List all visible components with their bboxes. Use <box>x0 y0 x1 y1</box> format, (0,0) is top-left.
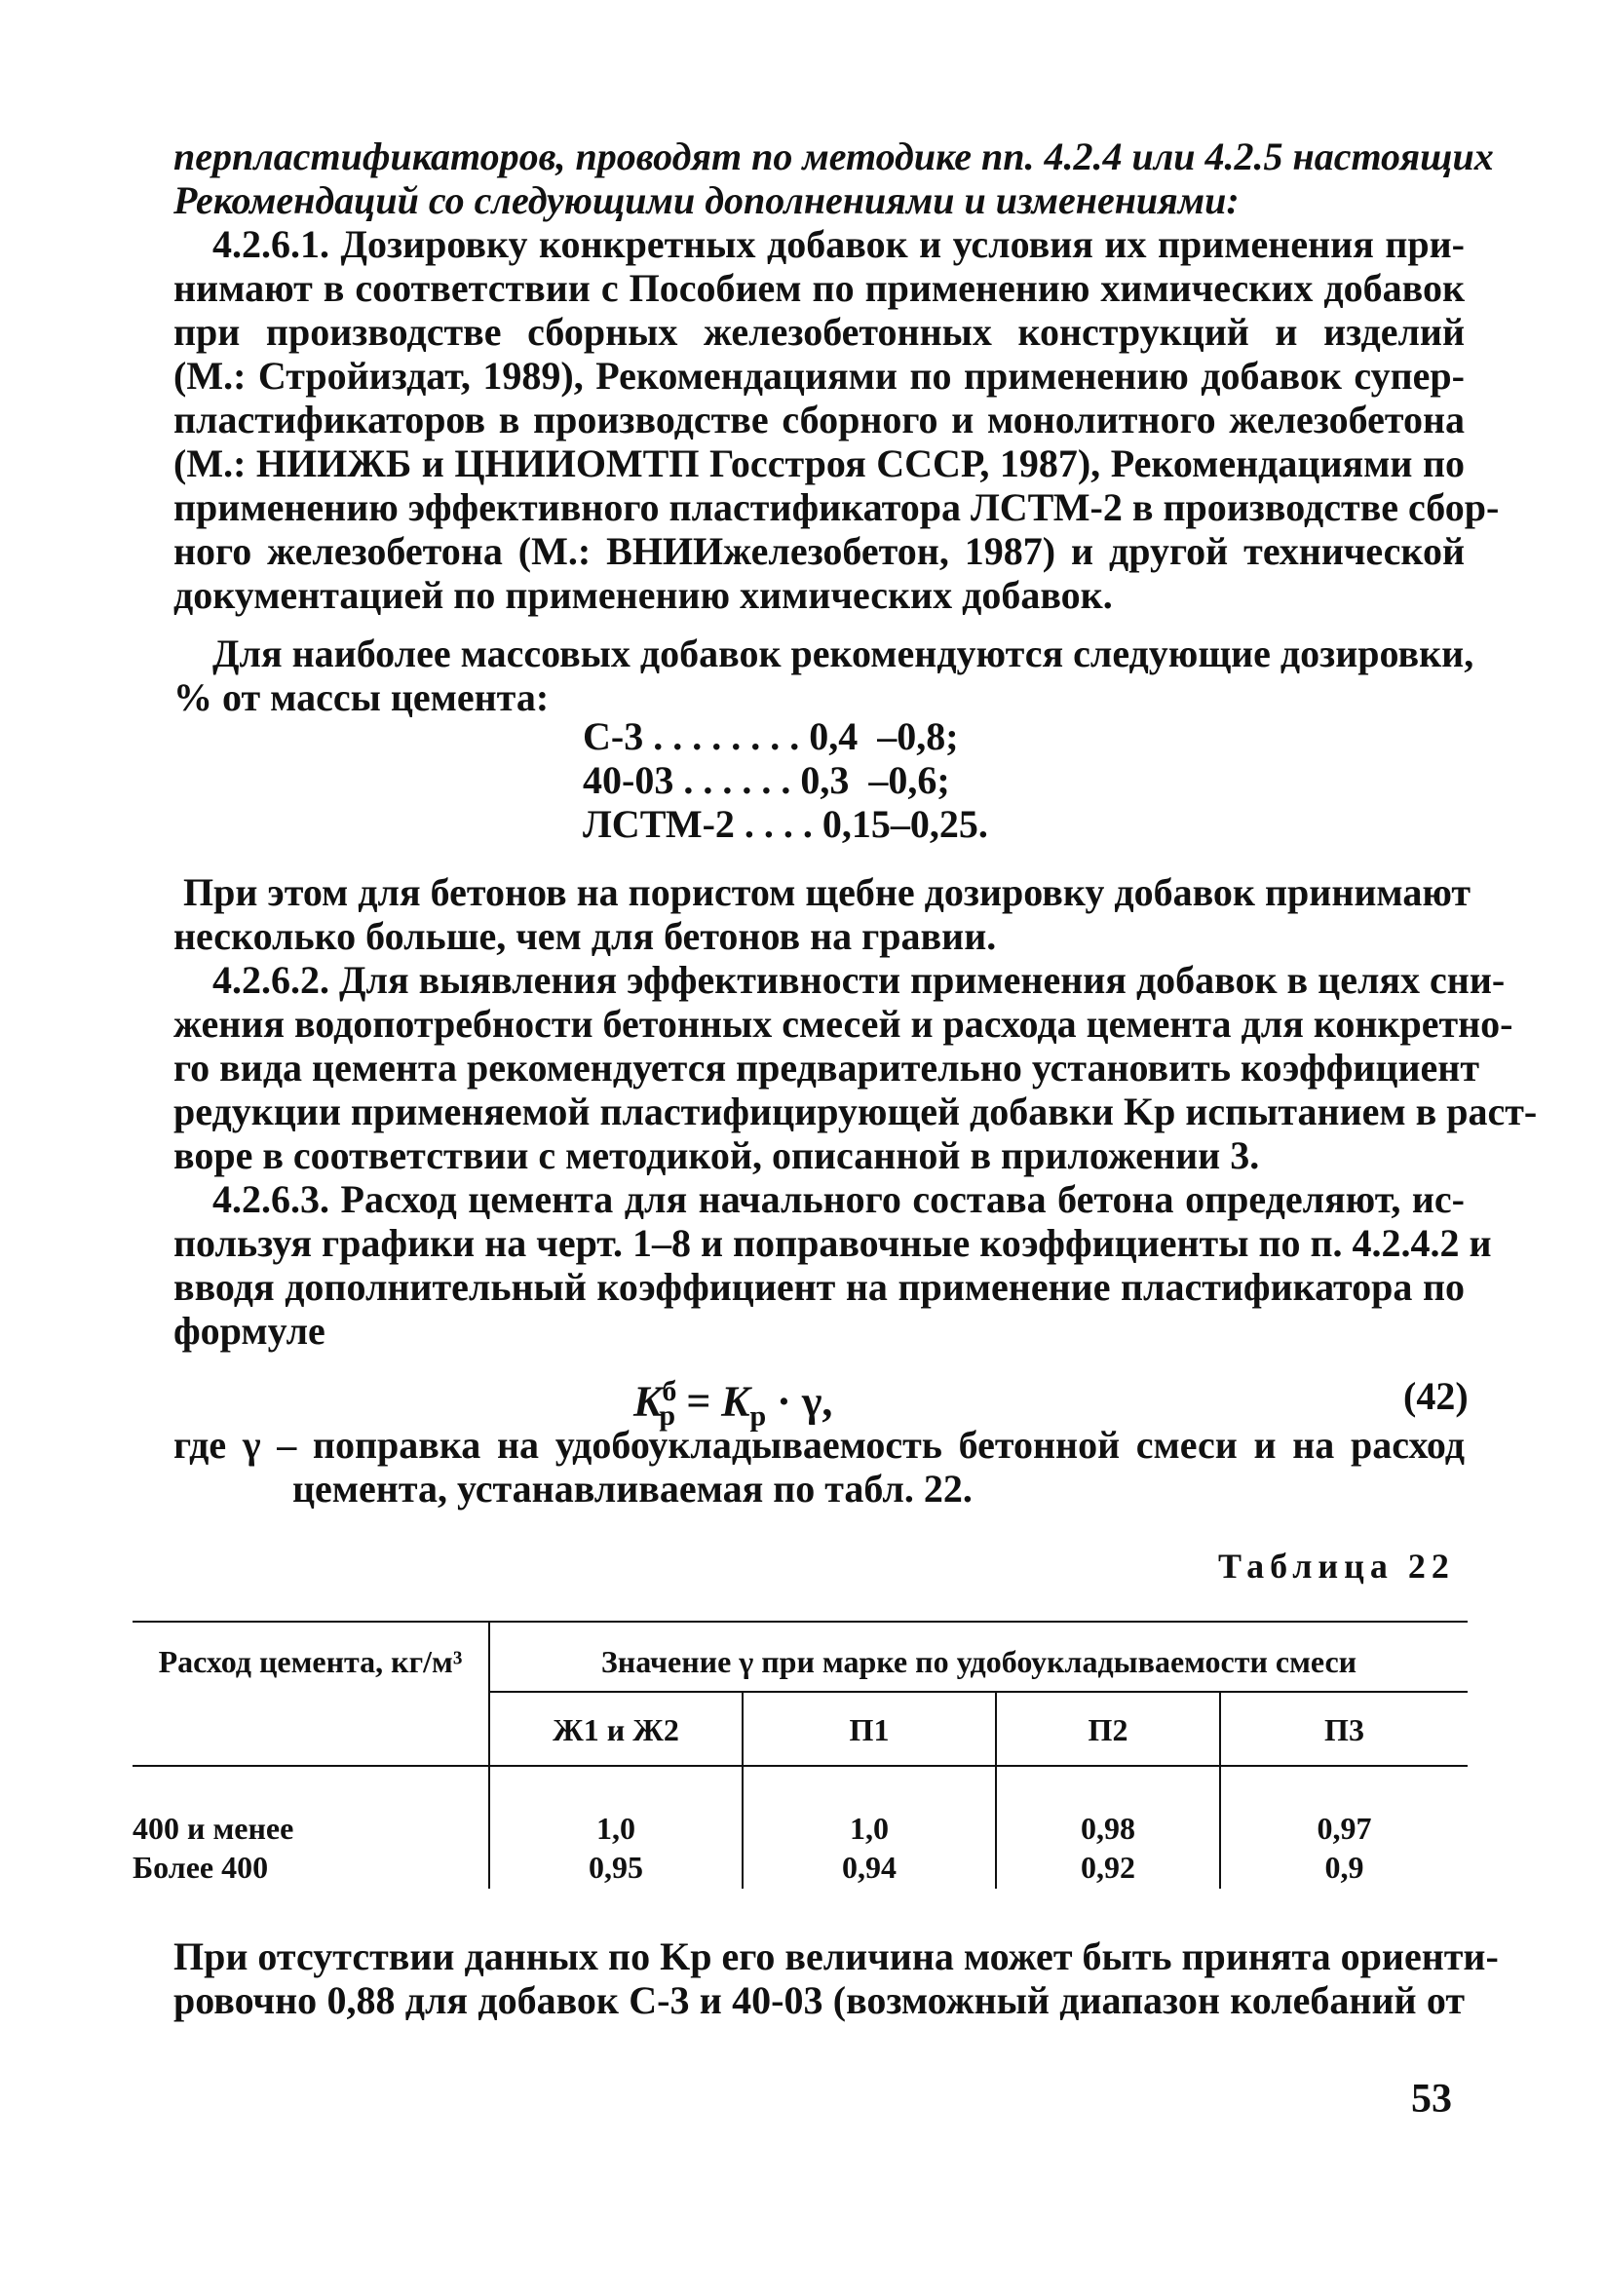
table-cell: 0,94 <box>842 1850 897 1885</box>
subheader-p2: П2 <box>1088 1712 1128 1747</box>
table-cell: 1,0 <box>596 1811 635 1846</box>
formula-subscript: р <box>659 1399 676 1433</box>
text-line: формуле <box>173 1309 325 1353</box>
table-cell: 0,92 <box>1081 1850 1135 1885</box>
text-line: перпластификаторов, проводят по методике пп. 4.2.4 или 4.2.5 настоящих <box>173 134 1494 178</box>
page-number: 53 <box>1411 2077 1452 2122</box>
text-line: цемента, устанавливаемая по табл. 22. <box>292 1467 973 1511</box>
text-line: ного железобетона (М.: ВНИИжелезобетон, 1987) и другой технической <box>173 529 1465 573</box>
table-cell: 0,98 <box>1081 1811 1135 1846</box>
text-line: (М.: Стройиздат, 1989), Рекомендациями по применению добавок супер- <box>173 354 1465 398</box>
table-cell: 0,97 <box>1317 1811 1372 1846</box>
table-rule-sub <box>490 1691 1468 1693</box>
text-line: где γ – поправка на удобоукладываемость бетонной смеси и на расход <box>173 1423 1465 1467</box>
table-cell: 0,95 <box>589 1850 643 1885</box>
header-gamma-group: Значение γ при марке по удобоукладываемости смеси <box>600 1644 1357 1679</box>
row-label: 400 и менее <box>133 1811 294 1846</box>
paragraph-dosages-intro <box>173 631 1474 719</box>
paragraph-4-2-6-1 <box>173 222 1500 617</box>
dosage-item: ЛСТМ-2 . . . . 0,15–0,25. <box>583 802 988 846</box>
text-line: Рекомендаций со следующими дополнениями и изменениями: <box>173 178 1240 222</box>
formula-equals: = K <box>675 1377 750 1426</box>
text-line: При отсутствии данных по Kр его величина может быть принята ориенти- <box>173 1934 1499 1978</box>
text-line: пользуя графики на черт. 1–8 и поправочные коэффициенты по п. 4.2.4.2 и <box>173 1221 1492 1265</box>
formula-definition <box>173 1423 1465 1511</box>
text-line: 4.2.6.1. Дозировку конкретных добавок и условия их применения при- <box>212 222 1465 266</box>
text-line: редукции применяемой пластифицирующей добавки Kр испытанием в раст- <box>173 1090 1538 1133</box>
text-line: 4.2.6.3. Расход цемента для начального состава бетона определяют, ис- <box>212 1177 1465 1221</box>
formula-superscript: б <box>662 1375 677 1407</box>
table-cell: 0,9 <box>1324 1850 1364 1885</box>
text-line: % от массы цемента: <box>173 675 550 719</box>
text-line: применению эффективного пластификатора ЛСТМ-2 в производстве сбор- <box>173 485 1500 529</box>
text-line: Для наиболее массовых добавок рекомендуются следующие дозировки, <box>212 631 1474 675</box>
paragraph-porous-gravel <box>173 870 1471 958</box>
text-line: При этом для бетонов на пористом щебне дозировку добавок принимают <box>183 870 1471 914</box>
text-line: документацией по применению химических добавок. <box>173 573 1113 617</box>
text-line: несколько больше, чем для бетонов на гравии. <box>173 914 997 958</box>
dosage-item: С-3 . . . . . . . . 0,4 –0,8; <box>583 714 959 758</box>
paragraph-4-2-6-2 <box>173 958 1538 1177</box>
subheader-zh1-zh2: Ж1 и Ж2 <box>553 1712 679 1747</box>
table-rule-top <box>133 1621 1468 1623</box>
header-cement-consumption: Расход цемента, кг/м³ <box>158 1644 463 1679</box>
formula-number: (42) <box>1403 1374 1469 1418</box>
table-rule-header <box>133 1765 1468 1767</box>
text-line: (М.: НИИЖБ и ЦНИИОМТП Госстроя СССР, 1987), Рекомендациями по <box>173 441 1465 485</box>
text-line: воре в соответствии с методикой, описанной в приложении 3. <box>173 1133 1260 1177</box>
row-label: Более 400 <box>133 1850 269 1885</box>
text-line: пластификаторов в производстве сборного и монолитного железобетона <box>173 398 1465 441</box>
text-line: го вида цемента рекомендуется предварительно установить коэффициент <box>173 1046 1479 1090</box>
paragraph-kp-absent <box>173 1934 1499 2022</box>
text-line: при производстве сборных железобетонных конструкций и изделий <box>173 310 1465 354</box>
dosage-item: 40-03 . . . . . . 0,3 –0,6; <box>583 758 950 802</box>
formula-subscript: р <box>749 1399 767 1433</box>
paragraph-4-2-6-3 <box>173 1177 1492 1353</box>
text-line: ровочно 0,88 для добавок С-3 и 40-03 (возможный диапазон колебаний от <box>173 1978 1465 2022</box>
table-cell: 1,0 <box>850 1811 889 1846</box>
subheader-p3: П3 <box>1324 1712 1364 1747</box>
text-line: нимают в соответствии с Пособием по применению химических добавок <box>173 266 1465 310</box>
text-line: 4.2.6.2. Для выявления эффективности применения добавок в целях сни- <box>212 958 1506 1002</box>
formula-tail: · γ, <box>766 1377 833 1426</box>
table-caption: Таблица 22 <box>1218 1547 1455 1586</box>
formula-symbol: K <box>633 1377 663 1426</box>
subheader-p1: П1 <box>849 1712 890 1747</box>
text-line: жения водопотребности бетонных смесей и расхода цемента для конкретно- <box>173 1002 1513 1046</box>
dosage-list <box>583 714 988 846</box>
text-line: вводя дополнительный коэффициент на применение пластификатора по <box>173 1265 1465 1309</box>
intro-paragraph <box>173 134 1494 222</box>
